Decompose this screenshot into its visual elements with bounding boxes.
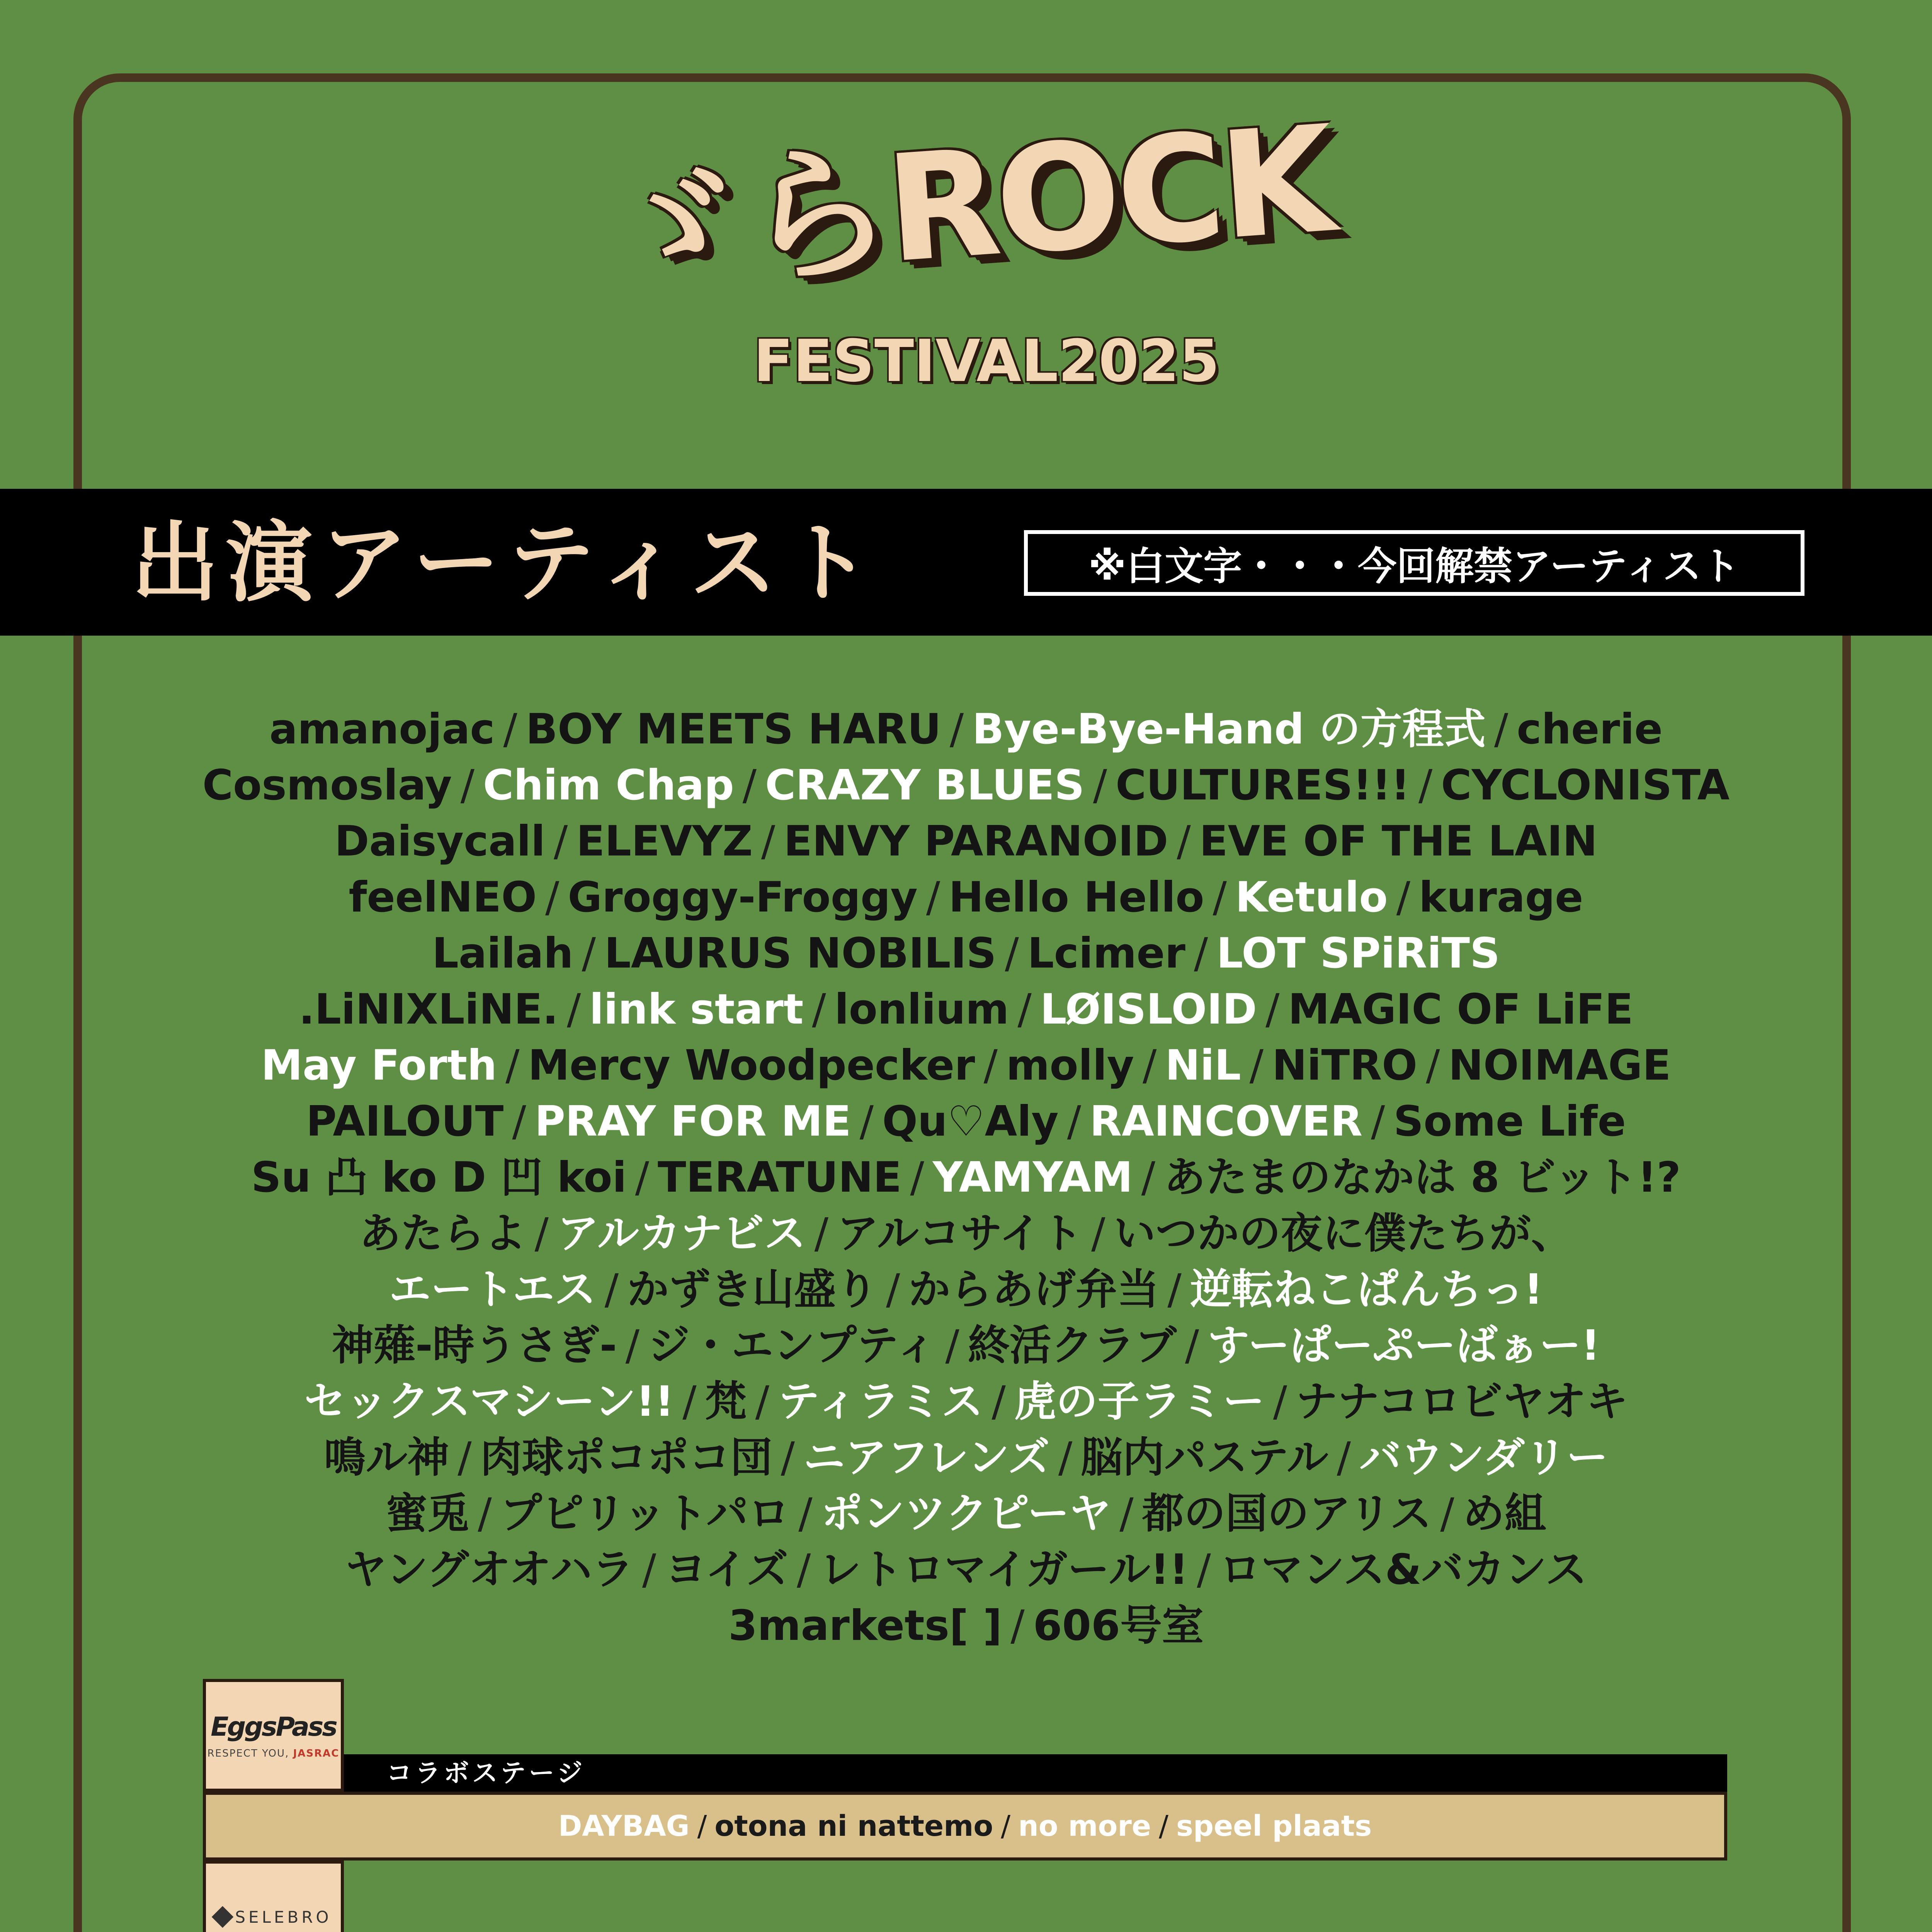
artist-name: 梵 xyxy=(705,1378,747,1426)
lineup-row xyxy=(135,1037,1797,1094)
separator: / xyxy=(1265,985,1280,1034)
artist-name: Lcimer xyxy=(1027,929,1185,978)
separator: / xyxy=(1418,761,1433,810)
artist-name: ジ・エンプティ xyxy=(648,1321,937,1370)
artist-name: からあげ弁当 xyxy=(908,1265,1159,1314)
lineup-row xyxy=(135,1206,1797,1262)
artist-header-title: 出演アーティスト xyxy=(131,513,879,614)
collab-artist-name: speel plaats xyxy=(1176,1810,1372,1843)
artist-name: 肉球ポコポコ団 xyxy=(480,1434,772,1482)
eggspass-logo-title: EggsPass xyxy=(211,1711,336,1742)
separator: / xyxy=(1067,1097,1081,1146)
lineup-row xyxy=(135,1374,1797,1430)
lineup-row xyxy=(135,1318,1797,1374)
separator: / xyxy=(945,1321,959,1370)
artist-name: ニアフレンズ xyxy=(803,1434,1050,1482)
artist-name: Chim Chap xyxy=(483,761,734,810)
artist-name: LAURUS NOBILIS xyxy=(604,929,997,978)
artist-name: アルカナビス xyxy=(557,1209,806,1258)
artist-name: cherie xyxy=(1517,705,1663,753)
separator: / xyxy=(1371,1097,1385,1146)
lineup-row xyxy=(135,1598,1797,1654)
lineup-row xyxy=(135,1486,1797,1542)
selebro-logo xyxy=(215,1908,332,1927)
artist-name: CYCLONISTA xyxy=(1441,761,1730,810)
separator: / xyxy=(642,1546,656,1594)
separator: / xyxy=(755,1378,770,1426)
artist-lineup xyxy=(135,701,1797,1654)
separator: / xyxy=(566,985,581,1034)
separator: / xyxy=(1213,873,1227,922)
artist-name: ロマンス&バカンス xyxy=(1219,1546,1587,1594)
artist-name: link start xyxy=(589,985,804,1034)
artist-name: 都の国のアリス xyxy=(1142,1490,1432,1538)
separator: / xyxy=(814,1209,828,1258)
eggspass-logo-sub-text: RESPECT YOU, xyxy=(207,1747,289,1759)
artist-name: Su 凸 ko D 凹 koi xyxy=(251,1153,627,1202)
separator: / xyxy=(1426,1041,1440,1090)
artist-name: バウンダリー xyxy=(1359,1434,1608,1482)
artist-name: PAILOUT xyxy=(306,1097,504,1146)
eggspass-logo-sub-mark: JASRAC xyxy=(293,1747,340,1759)
lineup-row xyxy=(135,925,1797,981)
separator: / xyxy=(512,1097,526,1146)
artist-name: BOY MEETS HARU xyxy=(526,705,941,753)
separator: / xyxy=(534,1209,549,1258)
artist-name: ヨイズ xyxy=(665,1546,788,1594)
logo-sub-text: FESTIVAL2025 xyxy=(753,328,1220,395)
separator: / xyxy=(1010,1602,1025,1650)
artist-name: NiTRO xyxy=(1272,1041,1418,1090)
separator: / xyxy=(797,1546,811,1594)
lineup-row xyxy=(135,813,1797,869)
artist-name: あたらよ xyxy=(359,1209,526,1258)
separator: / xyxy=(1177,817,1191,866)
artist-name: feelNEO xyxy=(349,873,537,922)
artist-name: lonlium xyxy=(834,985,1009,1034)
lineup-row xyxy=(135,701,1797,757)
separator: / xyxy=(1141,1153,1156,1202)
artist-name: PRAY FOR ME xyxy=(534,1097,851,1146)
artist-header-bar xyxy=(0,489,1932,636)
separator: / xyxy=(812,985,826,1034)
artist-name: 蜜兎 xyxy=(386,1490,469,1538)
artist-name: NiL xyxy=(1165,1041,1241,1090)
lineup-row xyxy=(135,981,1797,1037)
separator: / xyxy=(505,1041,520,1090)
artist-name: 鳴ル神 xyxy=(324,1434,449,1482)
artist-name: かずき山盛り xyxy=(627,1265,878,1314)
separator: / xyxy=(992,1378,1006,1426)
separator: / xyxy=(798,1490,813,1538)
separator: / xyxy=(1396,873,1411,922)
artist-name: め組 xyxy=(1463,1490,1546,1538)
separator: / xyxy=(859,1097,874,1146)
artist-name: CULTURES!!! xyxy=(1116,761,1410,810)
collab-stage-label: コラボステージ xyxy=(344,1754,1727,1792)
separator: / xyxy=(886,1265,900,1314)
separator: / xyxy=(1440,1490,1454,1538)
selebro-logo-title: SELEBRO xyxy=(235,1907,332,1927)
separator: / xyxy=(1005,929,1019,978)
artist-name: 逆転ねこぱんちっ! xyxy=(1190,1265,1543,1314)
artist-name: molly xyxy=(1006,1041,1134,1090)
artist-name: すーぱーぷーばぁー! xyxy=(1208,1321,1600,1370)
separator: / xyxy=(1159,1810,1168,1843)
artist-name: ELEVYZ xyxy=(576,817,753,866)
artist-name: NOIMAGE xyxy=(1448,1041,1671,1090)
artist-name: エートエス xyxy=(389,1265,596,1314)
separator: / xyxy=(761,817,776,866)
artist-name: Hello Hello xyxy=(949,873,1204,922)
artist-name: LOT SPiRiTS xyxy=(1216,929,1500,978)
separator: / xyxy=(1017,985,1032,1034)
separator: / xyxy=(1185,1321,1199,1370)
artist-name: レトロマイガール!! xyxy=(819,1546,1189,1594)
separator: / xyxy=(1167,1265,1182,1314)
artist-name: EVE OF THE LAIN xyxy=(1199,817,1598,866)
artist-name: Some Life xyxy=(1393,1097,1626,1146)
artist-name: Ketulo xyxy=(1235,873,1388,922)
artist-name: .LiNIXLiNE. xyxy=(299,985,558,1034)
artist-name: 虎の子ラミー xyxy=(1014,1378,1265,1426)
separator: / xyxy=(1337,1434,1351,1482)
separator: / xyxy=(910,1153,924,1202)
new-artist-note: ※白文字・・・今回解禁アーティスト xyxy=(1024,530,1804,596)
separator: / xyxy=(1058,1434,1073,1482)
artist-name: Qu♡Aly xyxy=(882,1097,1059,1146)
separator: / xyxy=(554,817,568,866)
separator: / xyxy=(1194,929,1208,978)
separator: / xyxy=(697,1810,707,1843)
artist-name: kurage xyxy=(1419,873,1583,922)
collab-stage xyxy=(203,1861,1727,1932)
separator: / xyxy=(1249,1041,1264,1090)
separator: / xyxy=(1494,705,1509,753)
artist-name: Mercy Woodpecker xyxy=(528,1041,975,1090)
collab-artist-list xyxy=(203,1792,1727,1861)
separator: / xyxy=(781,1434,795,1482)
separator: / xyxy=(1093,761,1107,810)
separator: / xyxy=(1197,1546,1211,1594)
separator: / xyxy=(949,705,964,753)
separator: / xyxy=(460,761,474,810)
separator: / xyxy=(926,873,940,922)
artist-name: YAMYAM xyxy=(932,1153,1133,1202)
artist-name: Daisycall xyxy=(334,817,546,866)
artist-name: ティラミス xyxy=(778,1378,983,1426)
separator: / xyxy=(742,761,757,810)
lineup-row xyxy=(135,1542,1797,1598)
separator: / xyxy=(604,1265,619,1314)
separator: / xyxy=(1143,1041,1157,1090)
lineup-row xyxy=(135,1262,1797,1318)
collab-stage xyxy=(203,1679,1727,1861)
selebro-mark-icon xyxy=(212,1906,234,1928)
artist-name: ENVY PARANOID xyxy=(784,817,1168,866)
artist-name: プピリットパロ xyxy=(500,1490,790,1538)
artist-name: アルコサイト xyxy=(837,1209,1083,1258)
artist-name: CRAZY BLUES xyxy=(765,761,1085,810)
artist-name: 終活クラブ xyxy=(968,1321,1177,1370)
collab-artist-name: DAYBAG xyxy=(558,1810,690,1843)
collab-sponsor-logo xyxy=(203,1861,344,1932)
artist-name: TERATUNE xyxy=(658,1153,902,1202)
lineup-row xyxy=(135,1094,1797,1150)
separator: / xyxy=(625,1321,639,1370)
separator: / xyxy=(1091,1209,1105,1258)
artist-name: RAINCOVER xyxy=(1089,1097,1362,1146)
separator: / xyxy=(478,1490,492,1538)
artist-name: Groggy-Froggy xyxy=(568,873,918,922)
separator: / xyxy=(545,873,560,922)
logo-main-text: ゞらROCK xyxy=(596,94,1336,316)
separator: / xyxy=(1273,1378,1287,1426)
artist-name: 脳内パステル xyxy=(1081,1434,1328,1482)
separator: / xyxy=(1119,1490,1134,1538)
artist-name: セックスマシーン!! xyxy=(304,1378,674,1426)
artist-name: MAGIC OF LiFE xyxy=(1288,985,1633,1034)
separator: / xyxy=(457,1434,472,1482)
separator: / xyxy=(1001,1810,1011,1843)
eggspass-logo-sub xyxy=(207,1748,340,1759)
collab-artist-name: otona ni nattemo xyxy=(714,1810,993,1843)
artist-name: amanojac xyxy=(269,705,495,753)
artist-name: ポンツクピーヤ xyxy=(821,1490,1111,1538)
artist-name: あたまのなかは 8 ビット!? xyxy=(1164,1153,1681,1202)
artist-name: 3markets[ ] xyxy=(728,1602,1002,1650)
separator: / xyxy=(983,1041,998,1090)
separator: / xyxy=(503,705,517,753)
artist-name: May Forth xyxy=(261,1041,497,1090)
artist-name: Cosmoslay xyxy=(202,761,452,810)
artist-name: ヤングオオハラ xyxy=(345,1546,634,1594)
lineup-row xyxy=(135,757,1797,813)
lineup-row xyxy=(135,1150,1797,1206)
lineup-row xyxy=(135,869,1797,925)
separator: / xyxy=(582,929,596,978)
artist-name: Bye-Bye-Hand の方程式 xyxy=(972,705,1486,753)
artist-name: ナナコロビヤオキ xyxy=(1296,1378,1628,1426)
collab-artist-name: no more xyxy=(1018,1810,1151,1843)
festival-logo xyxy=(580,94,1352,464)
separator: / xyxy=(682,1378,697,1426)
lineup-row xyxy=(135,1430,1797,1486)
separator: / xyxy=(635,1153,650,1202)
artist-name: 606号室 xyxy=(1033,1602,1204,1650)
artist-name: いつかの夜に僕たちが、 xyxy=(1114,1209,1573,1258)
artist-name: LØISLOID xyxy=(1040,985,1257,1034)
artist-name: 神薙-時うさぎ- xyxy=(332,1321,617,1370)
artist-name: Lailah xyxy=(432,929,573,978)
collab-sponsor-logo xyxy=(203,1679,344,1792)
